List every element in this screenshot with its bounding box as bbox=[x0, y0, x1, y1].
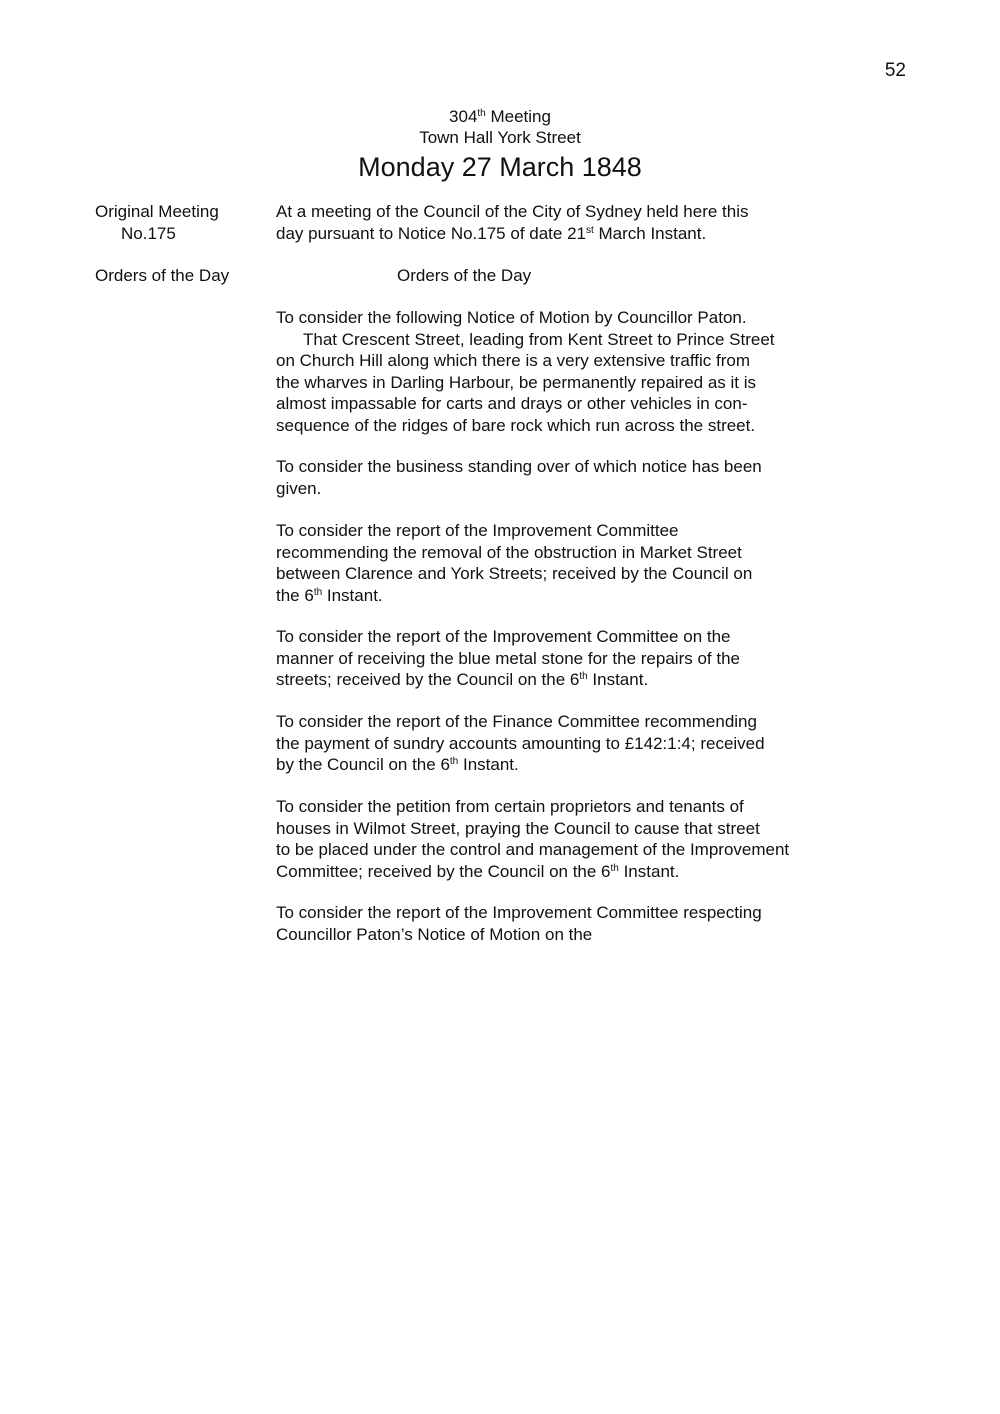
p5-line bbox=[276, 754, 856, 776]
meeting-word: Meeting bbox=[485, 107, 551, 126]
page-number: 52 bbox=[884, 60, 906, 81]
p3-line: between Clarence and York Streets; received by the Council on bbox=[276, 564, 753, 583]
p5-line-3-sup: th bbox=[449, 756, 459, 767]
meeting-header bbox=[300, 106, 700, 184]
p1-line: on Church Hill along which there is a very extensive traffic from bbox=[276, 351, 750, 370]
p7-line: Councillor Paton’s Notice of Motion on the bbox=[276, 924, 593, 944]
p6-line bbox=[276, 861, 856, 883]
p4-line: manner of receiving the blue metal stone for the repairs of the bbox=[276, 648, 740, 668]
margin-orders: Orders of the Day bbox=[95, 266, 230, 285]
paragraph-finance bbox=[276, 711, 856, 776]
p6-line: To consider the petition from certain proprietors and tenants of bbox=[276, 797, 744, 816]
meeting-number bbox=[300, 106, 700, 127]
margin-notice-no: No.175 bbox=[121, 223, 176, 243]
paragraph-market-street bbox=[276, 520, 856, 606]
paragraph-blue-metal bbox=[276, 626, 856, 691]
p4-line-3-sup: th bbox=[579, 671, 588, 682]
p6-line-4-a: Committee; received by the Council on the 6 bbox=[276, 861, 611, 881]
p1-line: the wharves in Darling Harbour, be permanently repaired as it is bbox=[276, 372, 757, 392]
p3-line-4-sup: th bbox=[313, 586, 323, 598]
p6-line-4-sup: th bbox=[610, 862, 619, 874]
margin-original-label: Original Meeting bbox=[95, 202, 219, 221]
p6-line-4-b: Instant. bbox=[618, 861, 680, 881]
paragraph-business-standing-over bbox=[276, 456, 856, 499]
paragraph-wilmot-petition bbox=[276, 796, 856, 882]
p3-line bbox=[276, 585, 856, 607]
p3-line: recommending the removal of the obstruction in Market Street bbox=[276, 542, 742, 562]
meeting-location: Town Hall York Street bbox=[419, 128, 581, 147]
p2-line: given. bbox=[276, 478, 322, 498]
p5-line-3-a: by the Council on the 6 bbox=[276, 755, 450, 774]
p6-line: houses in Wilmot Street, praying the Council to cause that street bbox=[276, 818, 760, 838]
paragraph-paton-motion bbox=[276, 902, 856, 945]
p1-line: sequence of the ridges of bare rock which run across the street. bbox=[276, 415, 756, 435]
p3-line-4-a: the 6 bbox=[276, 585, 314, 605]
p6-line: to be placed under the control and management of the Improvement bbox=[276, 840, 790, 859]
p2-line: To consider the business standing over of which notice has been bbox=[276, 457, 762, 476]
p5-line: the payment of sundry accounts amounting to £142:1:4; received bbox=[276, 733, 765, 753]
p7-line: To consider the report of the Improvement Committee respecting bbox=[276, 903, 762, 922]
p1-line: That Crescent Street, leading from Kent Street to Prince Street bbox=[303, 329, 775, 349]
intro-line-2-a: day pursuant to Notice No.175 of date 21 bbox=[276, 223, 586, 243]
p4-line-3-a: streets; received by the Council on the 6 bbox=[276, 670, 580, 689]
paragraph-notice-of-motion bbox=[276, 307, 856, 436]
margin-original-meeting bbox=[95, 201, 255, 244]
p1-line: almost impassable for carts and drays or other vehicles in con- bbox=[276, 394, 748, 413]
intro-line-2-b: March Instant. bbox=[593, 223, 707, 243]
intro-line-2 bbox=[276, 223, 856, 245]
p3-line: To consider the report of the Improvement Committee bbox=[276, 521, 679, 540]
p1-line: To consider the following Notice of Motion by Councillor Paton. bbox=[276, 308, 747, 327]
meeting-sup: th bbox=[477, 108, 486, 119]
p4-line bbox=[276, 669, 856, 691]
meeting-date: Monday 27 March 1848 bbox=[358, 152, 642, 182]
p5-line: To consider the report of the Finance Committee recommending bbox=[276, 712, 757, 731]
intro-paragraph bbox=[276, 201, 856, 244]
intro-line-2-sup: st bbox=[585, 224, 594, 236]
p3-line-4-b: Instant. bbox=[322, 585, 383, 605]
p4-line: To consider the report of the Improvement Committee on the bbox=[276, 627, 731, 646]
orders-heading: Orders of the Day bbox=[397, 266, 532, 285]
p5-line-3-b: Instant. bbox=[458, 755, 519, 774]
intro-line-1: At a meeting of the Council of the City of Sydney held here this bbox=[276, 202, 749, 221]
p4-line-3-b: Instant. bbox=[587, 670, 649, 689]
meeting-num: 304 bbox=[449, 107, 478, 126]
